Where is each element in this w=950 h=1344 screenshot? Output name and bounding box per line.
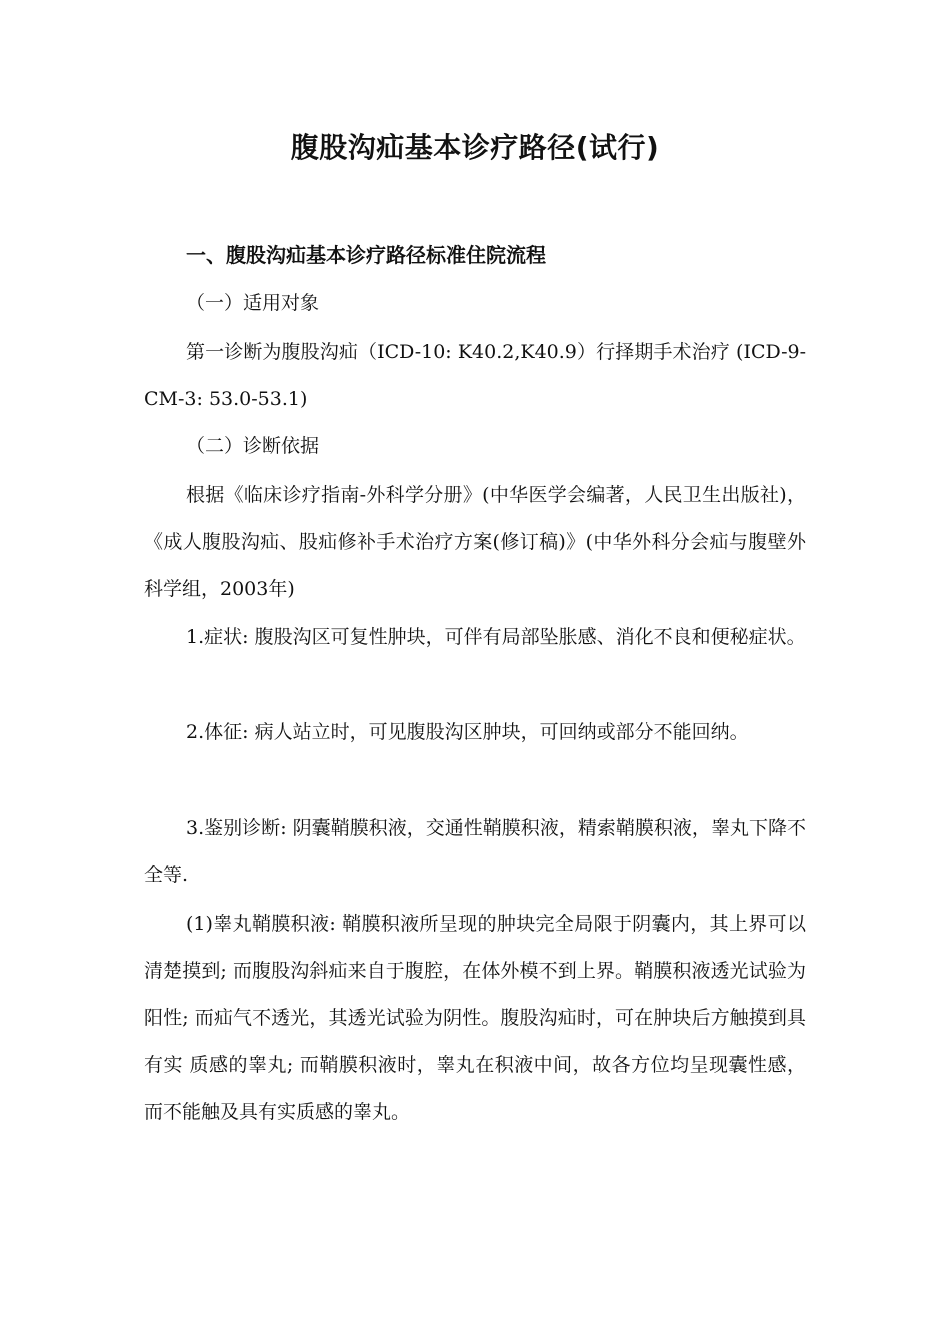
subsection-heading-diagnostic-basis: （二）诊断依据 [186, 435, 320, 457]
paragraph-differential-diagnosis: 3.鉴别诊断: 阴囊鞘膜积液，交通性鞘膜积液，精索鞘膜积液，睾丸下降不全等. [144, 817, 806, 886]
paragraph-testicular-hydrocele: (1)睾丸鞘膜积液: 鞘膜积液所呈现的肿块完全局限于阴囊内，其上界可以 清楚摸到; 而腹股沟斜疝来自于腹腔，在体外模不到上界。鞘膜积液透光试验为阳性; 而疝气不透光，其透光试验为阴性。腹股沟疝时，可在肿块后方触摸到具有实 质感的睾丸; 而鞘膜积液时，睾丸在积液中间，故各方位均呈现囊性感，而不能触及具有实质感的睾丸。 [144, 913, 806, 1123]
paragraph-first-diagnosis: 第一诊断为腹股沟疝（ICD-10: K40.2,K40.9）行择期手术治疗 (ICD-9-CM-3: 53.0-53.1) [144, 341, 806, 410]
section-heading: 一、腹股沟疝基本诊疗路径标准住院流程 [186, 243, 546, 267]
paragraph-symptoms: 1.症状: 腹股沟区可复性肿块，可伴有局部坠胀感、消化不良和便秘症状。 [186, 626, 806, 648]
paragraph-signs: 2.体征: 病人站立时，可见腹股沟区肿块，可回纳或部分不能回纳。 [186, 721, 749, 743]
document-title: 腹股沟疝基本诊疗路径(试行) [290, 131, 660, 164]
paragraph-diagnostic-references: 根据《临床诊疗指南-外科学分册》(中华医学会编著，人民卫生出版社)，《成人腹股沟疝、股疝修补手术治疗方案(修订稿)》(中华外科分会疝与腹壁外科学组，2003年) [144, 484, 806, 600]
subsection-heading-applicable-subjects: （一）适用对象 [186, 292, 320, 314]
